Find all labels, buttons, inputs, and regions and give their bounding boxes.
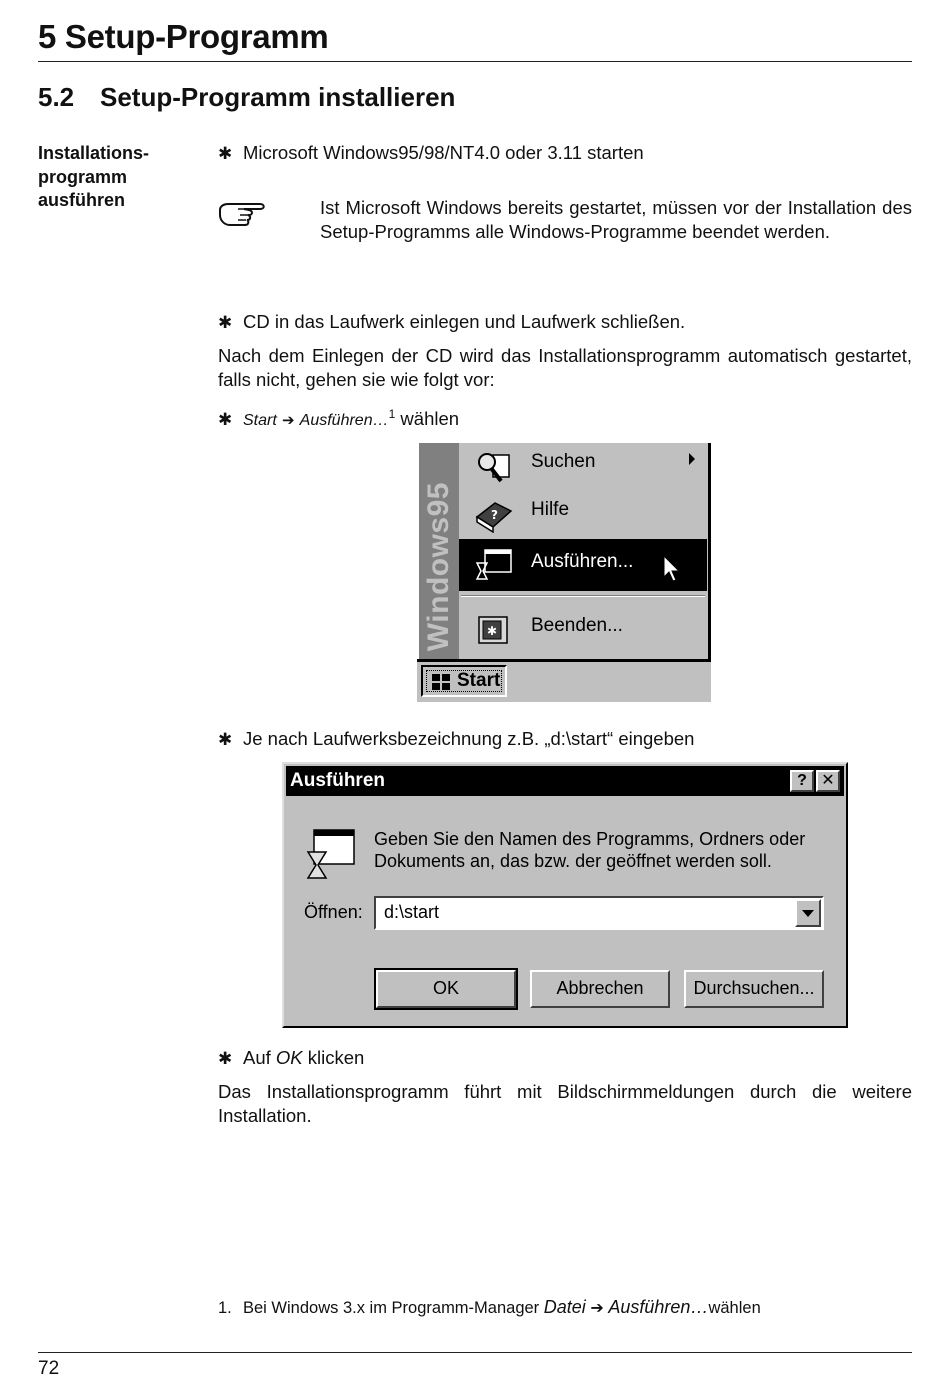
section-title: Setup-Programm installieren (100, 82, 456, 112)
shutdown-icon (473, 613, 513, 649)
step-text: Je nach Laufwerksbezeichnung z.B. „d:\start“ eingeben (243, 728, 695, 749)
help-button[interactable]: ? (790, 770, 814, 792)
menu-path-start: Start (243, 412, 277, 430)
bullet-star-icon: ✱ (218, 730, 233, 749)
sidebar-heading-line: Installations- (38, 143, 150, 163)
menu-separator (461, 595, 705, 597)
run-icon (473, 547, 513, 583)
dialog-message: Geben Sie den Namen des Programms, Ordners oder Dokuments an, das bzw. der geöffnet werden soll. (374, 829, 806, 871)
step-text: Auf (243, 1047, 271, 1068)
arrow-icon: ➔ (590, 1300, 604, 1317)
step-text: Microsoft Windows95/98/NT4.0 oder 3.11 starten (243, 142, 644, 163)
menu-item-suchen[interactable] (459, 443, 707, 489)
pointing-hand-icon (216, 196, 270, 230)
paragraph-outro: Das Installationsprogramm führt mit Bildschirmmeldungen durch die weitere Installation. (218, 1081, 912, 1126)
ok-button[interactable]: OK (376, 970, 516, 1008)
note-text: Ist Microsoft Windows bereits gestartet, müssen vor der Installation des Setup-Programms alle Windows-Programme beendet werden. (320, 197, 912, 242)
run-program-icon (304, 828, 358, 882)
section-number: 5.2 (38, 82, 75, 112)
chapter-title: 5 Setup-Programm (38, 18, 329, 55)
menu-item-ausfuehren[interactable] (459, 539, 707, 591)
cancel-button[interactable]: Abbrechen (530, 970, 670, 1008)
menu-item-beenden[interactable] (459, 607, 707, 653)
footer-rule (38, 1352, 912, 1353)
sidebar-heading-line: programm (38, 166, 128, 187)
menu-item-label: Beenden... (531, 615, 623, 636)
step-text: wählen (400, 408, 460, 430)
footnote-menu-datei: Datei (543, 1297, 586, 1317)
windows95-banner (419, 443, 459, 661)
footnote-ref: 1 (388, 407, 396, 421)
footnote (218, 1296, 761, 1320)
chevron-down-icon (802, 910, 814, 917)
header-rule (38, 61, 912, 62)
start-menu-screenshot (417, 443, 711, 702)
open-label: Öffnen: (304, 902, 363, 922)
step-3 (218, 402, 459, 433)
start-button[interactable] (421, 665, 507, 697)
start-button-label: Start (457, 670, 501, 691)
step-4 (218, 727, 694, 752)
banner-text: Windows95 (422, 481, 455, 651)
step-text: klicken (307, 1047, 365, 1068)
run-dialog (282, 762, 848, 1028)
dropdown-button[interactable] (795, 899, 821, 927)
paragraph-intro: Nach dem Einlegen der CD wird das Installationsprogramm automatisch gestartet, falls nicht, gehen sie wie folgt vor: (218, 345, 912, 390)
search-icon (473, 449, 513, 485)
bullet-star-icon: ✱ (218, 144, 233, 163)
step-2 (218, 310, 685, 335)
page-number: 72 (38, 1358, 60, 1379)
sidebar-heading-line: ausführen (38, 190, 126, 210)
sidebar-heading (38, 142, 208, 213)
open-combobox[interactable] (374, 896, 824, 930)
browse-button[interactable]: Durchsuchen... (684, 970, 824, 1008)
ok-reference: OK (275, 1047, 303, 1068)
svg-text:✱: ✱ (487, 624, 498, 638)
menu-item-label: Hilfe (531, 499, 570, 520)
bullet-star-icon: ✱ (218, 313, 233, 332)
section-heading (38, 82, 455, 113)
dialog-title: Ausführen (290, 770, 385, 791)
mouse-cursor-icon (663, 555, 681, 583)
bullet-star-icon: ✱ (218, 410, 233, 430)
step-1 (218, 141, 644, 166)
windows-logo-icon (430, 672, 452, 692)
open-input-value[interactable]: d:\start (384, 902, 440, 922)
footnote-text: wählen (708, 1299, 761, 1317)
step-text: CD in das Laufwerk einlegen und Laufwerk schließen. (243, 311, 686, 332)
menu-item-label: Ausführen... (531, 551, 634, 572)
footnote-text: Bei Windows 3.x im Programm-Manager (243, 1299, 540, 1317)
svg-text:?: ? (491, 508, 498, 522)
help-book-icon (473, 497, 513, 533)
menu-item-label: Suchen (531, 451, 596, 472)
bullet-star-icon: ✱ (218, 1049, 233, 1068)
close-button[interactable]: ✕ (816, 770, 840, 792)
submenu-arrow-icon (689, 453, 695, 465)
menu-path-run: Ausführen… (299, 412, 389, 430)
footnote-number: 1. (218, 1299, 232, 1317)
footnote-menu-run: Ausführen… (608, 1297, 709, 1317)
arrow-icon: ➔ (281, 412, 295, 430)
step-5 (218, 1046, 364, 1071)
menu-item-hilfe[interactable] (459, 491, 707, 537)
dialog-titlebar (286, 766, 844, 796)
